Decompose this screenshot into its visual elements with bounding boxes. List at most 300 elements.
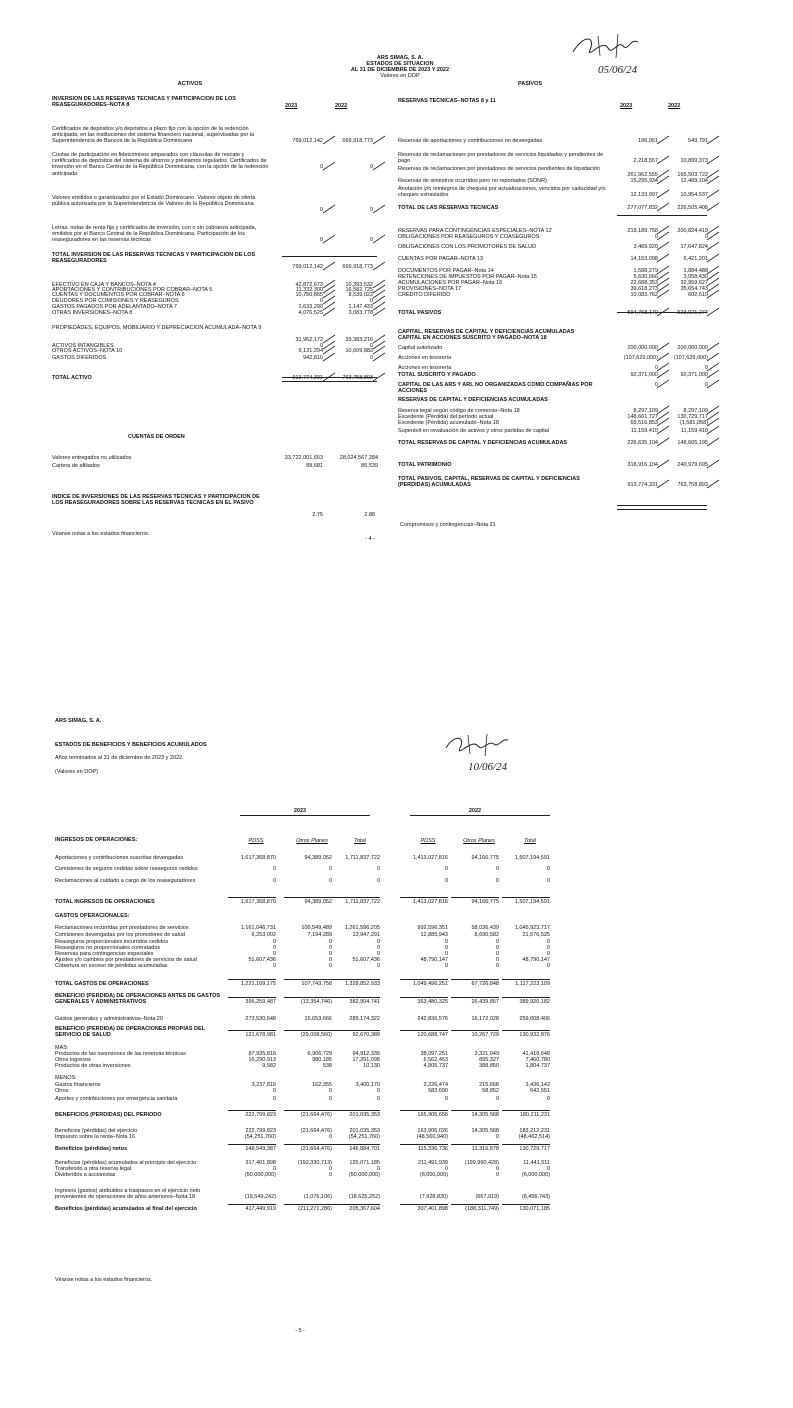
notes-reference-2: Véanse notas a los estados financieros. <box>55 1277 153 1283</box>
liability-value-2023: 10,083,762 <box>630 292 658 298</box>
currency-note-2: (Valores en DOP) <box>55 769 98 775</box>
income-value: 0 <box>546 878 550 884</box>
income-value: 538 <box>322 1063 332 1069</box>
income-value: 12,885,943 <box>420 932 448 938</box>
check-mark-icon <box>706 342 720 352</box>
total-rule <box>451 1030 499 1031</box>
income-value: 94,389,052 <box>304 899 332 905</box>
notes-reference: Véanse notas a los estados financieros. <box>52 531 150 537</box>
income-value: 0 <box>376 963 380 969</box>
liability-value-2022: 200,000,000 <box>677 345 708 351</box>
income-value: 6,253,002 <box>251 932 276 938</box>
liability-value-2022: 549,791 <box>688 138 708 144</box>
check-mark-icon <box>706 253 720 263</box>
liability-value-2022: 523,021,274 <box>677 310 708 316</box>
check-mark-icon <box>706 352 720 362</box>
income-value: 0 <box>495 957 499 963</box>
income-value: 0 <box>376 951 380 957</box>
income-value: 148,549,387 <box>245 1146 276 1152</box>
income-row-label: Aportaciones y contribuciones suscritas devengadas <box>55 855 184 861</box>
liability-row-label: CAPITAL, RESERVAS DE CAPITAL Y DEFICIENCIAS ACUMULADAS <box>398 329 575 335</box>
column-header: Otros Planes <box>463 838 495 844</box>
income-value: 107,743,758 <box>301 981 332 987</box>
memo-accounts-header: CUENTAS DE ORDEN <box>128 434 185 440</box>
income-row-label: Beneficios (pérdidas) acumulados al final del ejercicio <box>55 1206 197 1212</box>
income-value: (6,000,000) <box>419 1172 448 1178</box>
investment-index-2023: 2.75 <box>312 512 323 518</box>
income-value: 67,726,848 <box>471 981 499 987</box>
income-value: 14,305,568 <box>471 1112 499 1118</box>
liability-value-2023: 0 <box>654 234 658 240</box>
income-value: 0 <box>328 963 332 969</box>
liability-value-2023: 39,618,273 <box>630 286 658 292</box>
liability-value-2023: (107,629,000) <box>623 355 658 361</box>
income-value: 0 <box>272 951 276 957</box>
liability-value-2022: 1,884,488 <box>683 268 708 274</box>
income-value: 1,049,496,251 <box>412 981 448 987</box>
liability-value-2022: 10,899,373 <box>680 158 708 164</box>
liability-value-2022: 8,297,109 <box>683 408 708 414</box>
asset-value-2023: 0 <box>319 343 323 349</box>
asset-value-2022: 1,147,433 <box>348 304 373 310</box>
asset-row-label: Cuotas de participación en fideicomisos amparados con cláusulas de rescate y certificados de depósitos del sistema de ahorros y préstamos regulados. Certificados de inversión en el Banco Central de la República Dominicana, con la opción de la redención anticipada <box>52 152 269 177</box>
asset-value-2022: 0 <box>369 343 373 349</box>
liability-value-2023: 0 <box>654 365 658 371</box>
liability-value-2022: 148,605,195 <box>677 440 708 446</box>
income-value: (50,000,000) <box>244 1172 276 1178</box>
income-value: 6,562,453 <box>423 1057 448 1063</box>
asset-value-2022: 10,393,532 <box>345 282 373 288</box>
liability-value-2022: 240,979,695 <box>677 462 708 468</box>
income-value: (54,251,760) <box>348 1134 380 1140</box>
asset-value-2023: 1,633,290 <box>298 304 323 310</box>
liability-row-label: TOTAL DE LAS RESERVAS TECNICAS <box>398 205 499 211</box>
liability-value-2023: 219,189,758 <box>627 228 658 234</box>
column-header: PDSS <box>248 838 264 844</box>
income-value: 8,690,582 <box>474 932 499 938</box>
liability-row-label: Reserva legal según código de comercio–Nota 18 <box>398 408 520 414</box>
income-value: 0 <box>328 957 332 963</box>
asset-row-label: CUENTAS Y DOCUMENTOS POR COBRAR–NOTA 6 <box>52 292 185 298</box>
income-value: 94,912,335 <box>352 1051 380 1057</box>
income-value: 1,261,596,205 <box>344 925 380 931</box>
income-value: 0 <box>328 1166 332 1172</box>
check-mark-icon <box>706 369 720 379</box>
total-rule <box>332 1110 380 1111</box>
income-row-label: Reaseguros no proporcionales contratados <box>55 945 161 951</box>
total-rule <box>332 1030 380 1031</box>
liability-value-2023: 11,159,410 <box>630 428 658 434</box>
assets-header: ACTIVOS <box>177 81 203 87</box>
memo-value-2022: 28,024,567,284 <box>339 455 378 461</box>
total-rule <box>228 997 276 998</box>
income-value: (6,000,000) <box>521 1172 550 1178</box>
total-rule <box>400 979 448 980</box>
asset-row-label: Valores emitidos o garantizados por el Estado Dominicano. Valores objeto de oferta pública autorizada por la Superintendencia de Valores de la República Dominicana <box>52 195 256 208</box>
check-mark-icon <box>706 289 720 299</box>
liability-row-label: OBLIGACIONES POR REASEGUROS Y COASEGUROS <box>398 234 540 240</box>
liability-value-2023: 15,295,934 <box>630 178 658 184</box>
liability-row-label: TOTAL PASIVOS <box>398 310 442 316</box>
income-value: 11,441,511 <box>523 1160 550 1166</box>
income-value: 0 <box>495 963 499 969</box>
company-name-2: ARS SIMAG, S. A. <box>55 718 102 724</box>
liability-row-label: Reservas de reclamaciones por prestadores de servicios pendientes de liquidación <box>398 166 601 172</box>
asset-row-label: OTROS ACTIVOS–NOTA 10 <box>52 348 123 354</box>
total-rule <box>332 997 380 998</box>
income-value: 242,836,576 <box>417 1016 448 1022</box>
income-value: 382,904,741 <box>349 999 380 1005</box>
total-rule <box>400 897 448 898</box>
income-value: 0 <box>444 1096 448 1102</box>
income-value: 3,436,142 <box>525 1082 550 1088</box>
statement-title: ESTADOS DE SITUACION <box>366 61 434 67</box>
income-value: 41,418,648 <box>522 1051 550 1057</box>
income-value: 363,480,325 <box>417 999 448 1005</box>
asset-row-label: GASTOS PAGADOS POR ADELANTADO–NOTA 7 <box>52 304 177 310</box>
liability-row-label: Anotación y/o reintegros de cheques por actualizaciones, vencidos por caducidad y/o cheques extraviados <box>398 186 606 199</box>
liability-row-label: RESERVAS TECNICAS–NOTAS 8 y 11 <box>398 98 496 104</box>
income-value: 94,166,775 <box>471 855 499 861</box>
column-header: Total <box>524 838 536 844</box>
income-value: 0 <box>546 963 550 969</box>
liability-value-2023: 5,630,666 <box>633 274 658 280</box>
column-header: Otros Planes <box>296 838 328 844</box>
total-rule <box>502 897 550 898</box>
check-mark-icon <box>706 459 720 469</box>
income-value: 0 <box>376 945 380 951</box>
income-value: 0 <box>444 963 448 969</box>
income-value: 289,174,322 <box>349 1016 380 1022</box>
asset-row-label: EFECTIVO EN CAJA Y BANCOS–NOTA 4 <box>52 282 156 288</box>
income-value: 26,439,857 <box>471 999 499 1005</box>
income-value: 48,790,147 <box>522 957 550 963</box>
liability-row-label: DOCUMENTOS POR PAGAR–Nota 14 <box>398 268 494 274</box>
income-value: 17,291,098 <box>352 1057 380 1063</box>
income-value: (29,008,560) <box>300 1032 332 1038</box>
income-row-label: Impuesto sobre la renta–Nota 16 <box>55 1134 136 1140</box>
income-value: 0 <box>495 951 499 957</box>
liability-value-2022: 11,159,410 <box>680 428 708 434</box>
income-row-label: Comisiones de seguros cedidas sobre reaseguros cedidos <box>55 866 198 872</box>
income-value: 3,237,816 <box>251 1082 276 1088</box>
liability-row-label: Capital autorizado <box>398 345 443 351</box>
liability-value-2022: 6,421,201 <box>683 256 708 262</box>
liability-row-label: Acciones en tesorería <box>398 365 452 371</box>
total-rule <box>228 897 276 898</box>
total-rule <box>502 997 550 998</box>
income-value: (188,311,749) <box>465 1206 499 1212</box>
asset-value-2022: 763,758,893 <box>342 375 373 381</box>
liability-row-label: Reservas de reclamaciones por prestadores de servicios liquidados y pendientes de pago <box>398 152 604 165</box>
income-value: 0 <box>444 951 448 957</box>
income-value: 388,850 <box>479 1063 499 1069</box>
income-value: 205,367,604 <box>349 1206 380 1212</box>
income-value: (199,960,428) <box>464 1160 499 1166</box>
income-value: 1,617,368,870 <box>240 899 276 905</box>
income-value: 58,036,439 <box>471 925 499 931</box>
liability-row-label: Acciones en tesorería <box>398 355 452 361</box>
income-value: 0 <box>444 878 448 884</box>
memo-value-2022: 85,539 <box>361 463 378 469</box>
income-value: 0 <box>272 1096 276 1102</box>
income-row-label: Ingresos (gastos) atribuidos a traspasos en el ejercicio neto provenientes de operaciones de años anteriores–Nota 18 <box>55 1188 201 1201</box>
liability-row-label: TOTAL PATRIMONIO <box>398 462 452 468</box>
income-row-label: Productos de otras inversiones <box>55 1063 131 1069</box>
company-name: ARS SIMAG, S. A. <box>376 55 424 61</box>
check-mark-icon <box>372 307 386 317</box>
asset-row-label: PROPIEDADES, EQUIPOS, MOBILIARIO Y DEPRECIACION ACUMULADA–NOTA 9 <box>52 325 262 331</box>
liability-value-2022: 763,758,893 <box>677 482 708 488</box>
income-value: 1,804,737 <box>525 1063 550 1069</box>
balance-sheet-page <box>0 0 793 560</box>
liability-value-2023: 196,051 <box>638 138 658 144</box>
income-value: 121,678,981 <box>245 1032 276 1038</box>
income-value: (18,625,252) <box>348 1194 380 1200</box>
asset-value-2023: 769,012,142 <box>292 138 323 144</box>
income-value: 120,688,747 <box>417 1032 448 1038</box>
liability-row-label: TOTAL PASIVOS, CAPITAL, RESERVAS DE CAPITAL Y DEFICIENCIAS (PERDIDAS) ACUMULADAS <box>398 476 580 489</box>
income-value: 163,906,026 <box>417 1128 448 1134</box>
income-value: 0 <box>328 1172 332 1178</box>
income-value: 317,401,898 <box>245 1160 276 1166</box>
asset-value-2023: 0 <box>319 237 323 243</box>
memo-row-label: Valores entregados no utilizados <box>52 455 132 461</box>
income-row-label: Otros ingresos <box>55 1057 91 1063</box>
income-value: 9,582 <box>262 1063 276 1069</box>
income-value: 0 <box>444 945 448 951</box>
liability-value-2023: 1,588,279 <box>633 268 658 274</box>
total-rule <box>400 1030 448 1031</box>
liability-row-label: TOTAL SUSCRITO Y PAGADO <box>398 372 476 378</box>
total-rule <box>228 979 276 980</box>
income-row-label: Reservas para contingencias especiales <box>55 951 154 957</box>
income-value: 0 <box>495 1166 499 1172</box>
income-value: 0 <box>495 878 499 884</box>
income-value: 1,117,223,109 <box>515 981 550 987</box>
asset-value-2023: 913,774,331 <box>292 375 323 381</box>
income-value: 0 <box>272 866 276 872</box>
check-mark-icon <box>706 479 720 489</box>
income-value: 10,130 <box>363 1063 380 1069</box>
liability-value-2022: 130,729,717 <box>677 414 708 420</box>
page-number-2: - 5 - <box>295 1328 305 1334</box>
asset-value-2022: 0 <box>369 164 373 170</box>
income-row-label: TOTAL INGRESOS DE OPERACIONES <box>55 899 155 905</box>
liability-value-2023: 226,635,104 <box>627 440 658 446</box>
asset-row-label: DEUDORES POR COMISIONES Y REASEGUROS <box>52 298 179 304</box>
currency-note: Valores en DOP <box>380 73 420 79</box>
income-value: 0 <box>328 1134 332 1140</box>
income-row-label: Transferido a otra reserva legal <box>55 1166 132 1172</box>
liability-value-2023: 8,297,109 <box>633 408 658 414</box>
income-value: 201,035,353 <box>349 1112 380 1118</box>
investment-index-label: INDICE DE INVERSIONES DE LAS RESERVAS TECNICAS Y PARTICIPACION DE LOS REASEGURADORES SOBRE LAS RESERVAS TECNICAS EN EL PASIVO <box>52 494 260 507</box>
check-mark-icon <box>372 261 386 271</box>
income-value: 0 <box>376 1166 380 1172</box>
total-rule <box>400 1144 448 1145</box>
asset-value-2023: 942,810 <box>303 355 323 361</box>
total-rule <box>284 979 332 980</box>
total-rule <box>502 1204 550 1205</box>
liability-row-label: RETENCIONES DE IMPUESTOS POR PAGAR–Nota 15 <box>398 274 537 280</box>
income-value: 16,172,028 <box>471 1016 499 1022</box>
income-value: 0 <box>546 1096 550 1102</box>
income-value: 162,355 <box>312 1082 332 1088</box>
income-statement-page <box>0 700 793 1360</box>
check-mark-icon <box>372 234 386 244</box>
income-value: (48,462,514) <box>518 1134 550 1140</box>
income-value: 0 <box>328 1096 332 1102</box>
income-row-label: Aportes y contribuciones por emergencia sanitaria <box>55 1096 178 1102</box>
liability-row-label: CAPITAL DE LAS ARS Y ARL NO ORGANIZADAS COMO COMPAÑIAS POR ACCIONES <box>398 382 593 395</box>
income-value: 0 <box>495 1134 499 1140</box>
income-value: 0 <box>376 1088 380 1094</box>
asset-row-label: ACTIVOS INTANGIBLES <box>52 343 114 349</box>
asset-row-label: OTRAS INVERSIONES–NOTA 8 <box>52 310 133 316</box>
liability-value-2022: (107,629,000) <box>673 355 708 361</box>
income-row-label: Ajustes y/o cambios por prestadores de servicios de salud <box>55 957 197 963</box>
liability-row-label: Excedente (Pérdida) acumulado–Nota 18 <box>398 420 499 426</box>
income-value: (21,664,476) <box>300 1128 332 1134</box>
income-value: 0 <box>495 1172 499 1178</box>
income-value: 0 <box>328 945 332 951</box>
year-2022-group: 2022 <box>468 808 482 814</box>
check-mark-icon <box>706 189 720 199</box>
total-rule <box>284 997 332 998</box>
liability-value-2023: 3,469,920 <box>633 244 658 250</box>
income-value: 0 <box>376 1096 380 1102</box>
total-rule <box>228 1110 276 1111</box>
liability-row-label: CAPITAL EN ACCIONES SUSCRITO Y PAGADO–NOTA 18 <box>398 335 547 341</box>
liability-value-2022: 32,959,627 <box>680 280 708 286</box>
asset-row-label: GASTOS DIFERIDOS <box>52 355 107 361</box>
liability-row-label: RESERVAS PARA CONTINGENCIAS ESPECIALES–NOTA 12 <box>398 228 552 234</box>
income-row-label: Reclamaciones al cuidado a cargo de los reaseguradores <box>55 878 196 884</box>
income-value: 130,071,185 <box>519 1206 550 1212</box>
asset-value-2023: 42,872,673 <box>295 282 323 288</box>
asset-value-2022: 0 <box>369 237 373 243</box>
year-2023-group: 2023 <box>293 808 307 814</box>
memo-row-label: Cartera de afiliados <box>52 463 100 469</box>
income-value: 130,932,876 <box>519 1032 550 1038</box>
asset-row-label: INVERSION DE LAS RESERVAS TECNICAS Y PARTICIPACION DE LOS REASEGURADORES–NOTA 8 <box>52 96 236 109</box>
income-value: 6,906,729 <box>307 1051 332 1057</box>
total-rule <box>400 1204 448 1205</box>
income-value: 0 <box>376 939 380 945</box>
total-rule <box>332 979 380 980</box>
total-rule <box>284 1144 332 1145</box>
income-value: 48,790,147 <box>420 957 448 963</box>
liability-value-2022: 35,654,743 <box>680 286 708 292</box>
income-value: (19,549,242) <box>244 1194 276 1200</box>
liability-value-2022: 0 <box>704 365 708 371</box>
right-year-2022: 2022 <box>668 103 681 109</box>
liability-row-label: OBLIGACIONES CON LOS PROMOTORES DE SALUD <box>398 244 537 250</box>
asset-row-label: Certificados de depósitos y/o depósitos a plazo fijo con la opción de la redención anticipada, en las instituciones del sistema financiero nacional, supervisadas por la Superintendencia de Bancos de la República Dominicana <box>52 126 255 145</box>
asset-value-2022: 669,918,773 <box>342 264 373 270</box>
asset-value-2023: 0 <box>319 207 323 213</box>
liability-value-2023: 22,688,353 <box>630 280 658 286</box>
page-number: - 4 - <box>365 536 375 542</box>
total-rule <box>451 1204 499 1205</box>
liability-value-2022: 10,954,537 <box>680 192 708 198</box>
liability-value-2023: 261,962,555 <box>627 172 658 178</box>
memo-value-2023: 88,681 <box>306 463 323 469</box>
check-mark-icon <box>706 135 720 145</box>
income-value: 0 <box>444 1166 448 1172</box>
total-rule <box>284 1204 332 1205</box>
liability-value-2023: 200,000,000 <box>627 345 658 351</box>
memo-value-2023: 33,722,001,653 <box>284 455 323 461</box>
total-rule <box>451 1110 499 1111</box>
income-value: 222,799,823 <box>245 1128 276 1134</box>
investment-index-2022: 2.88 <box>364 512 375 518</box>
check-mark-icon <box>372 352 386 362</box>
income-row-label: Gastos financieros <box>55 1082 101 1088</box>
income-row-label: Productos de las inversiones de las reservas técnicas <box>55 1051 186 1057</box>
income-value: 13,947,291 <box>352 932 380 938</box>
income-value: 1,711,837,722 <box>345 899 380 905</box>
asset-value-2023: 9,131,294 <box>298 348 323 354</box>
liability-value-2022: 17,647,824 <box>680 244 708 250</box>
income-value: 125,071,185 <box>349 1160 380 1166</box>
check-mark-icon <box>706 202 720 212</box>
income-value: 92,670,389 <box>352 1032 380 1038</box>
total-rule <box>228 1030 276 1031</box>
liability-row-label: Excedente (Pérdida) del período actual <box>398 414 494 420</box>
total-rule <box>502 1144 550 1145</box>
liability-row-label: RESERVAS DE CAPITAL Y DEFICIENCIAS ACUMULADAS <box>398 397 548 403</box>
liability-value-2023: 14,153,098 <box>630 256 658 262</box>
asset-value-2022: 0 <box>369 207 373 213</box>
income-value: 0 <box>272 1088 276 1094</box>
check-mark-icon <box>706 437 720 447</box>
income-value: 0 <box>272 1166 276 1172</box>
income-value: 0 <box>272 963 276 969</box>
check-mark-icon <box>706 241 720 251</box>
liability-row-label: TOTAL RESERVAS DE CAPITAL Y DEFICIENCIAS ACUMULADAS <box>398 440 568 446</box>
income-value: 51,607,436 <box>352 957 380 963</box>
liability-row-label: Reservas de siniestros ocurridos pero no reportados (SONR) <box>398 178 547 184</box>
total-rule <box>228 1144 276 1145</box>
total-rule <box>502 1030 550 1031</box>
income-row-label: Beneficios (pérdidas) del ejercicio <box>55 1128 138 1134</box>
income-value: 980,185 <box>312 1057 332 1063</box>
liability-value-2023: 913,774,331 <box>627 482 658 488</box>
asset-value-2023: 10,750,865 <box>295 292 323 298</box>
income-row-label: MENOS: <box>55 1075 77 1081</box>
check-mark-icon <box>372 204 386 214</box>
asset-value-2022: 16,582,725 <box>345 287 373 293</box>
income-value: 51,607,436 <box>248 957 276 963</box>
liability-value-2023: 92,371,000 <box>630 372 658 378</box>
income-value: 1,161,046,731 <box>240 925 276 931</box>
liability-value-2023: 594,768,170 <box>627 310 658 316</box>
income-value: 115,336,736 <box>417 1146 448 1152</box>
income-value: 0 <box>328 951 332 957</box>
income-value: 1,221,109,175 <box>240 981 276 987</box>
income-value: 100,549,489 <box>301 925 332 931</box>
liability-value-2023: 277,077,832 <box>627 205 658 211</box>
income-value: 0 <box>328 878 332 884</box>
income-value: 0 <box>272 939 276 945</box>
liability-value-2022: 226,505,406 <box>677 205 708 211</box>
total-rule <box>284 1030 332 1031</box>
income-value: 7,460,780 <box>525 1057 550 1063</box>
income-value: (48,560,940) <box>416 1134 448 1140</box>
income-value: 222,799,823 <box>245 1112 276 1118</box>
